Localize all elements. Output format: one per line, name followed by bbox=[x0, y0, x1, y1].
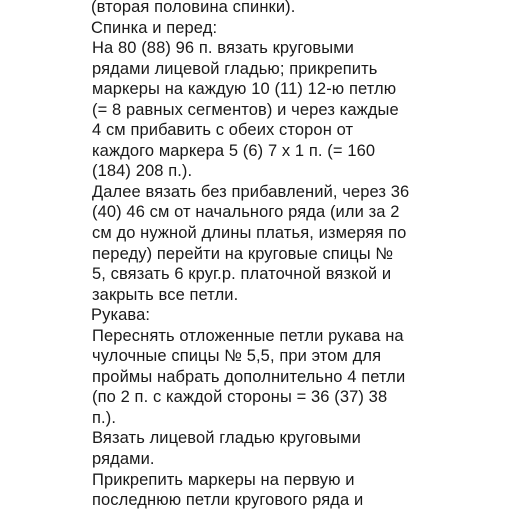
text-line: п.). bbox=[92, 408, 116, 427]
text-line: Прикрепить маркеры на первую и bbox=[92, 470, 355, 489]
section-heading-sleeves: Рукава: bbox=[91, 306, 151, 325]
text-line: проймы набрать дополнительно 4 петли bbox=[92, 367, 406, 386]
text-line: см до нужной длины платья, измеряя по bbox=[92, 224, 407, 242]
section-heading-back-front: Спинка и перед: bbox=[91, 18, 218, 37]
text-line: 5, связать 6 круг.р. платочной вязкой и bbox=[92, 265, 392, 283]
text-line: чулочные спицы № 5,5, при этом для bbox=[92, 347, 382, 366]
text-line: На 80 (88) 96 п. вязать круговыми bbox=[92, 39, 354, 58]
text-line: (по 2 п. с каждой стороны = 36 (37) 38 bbox=[92, 388, 388, 407]
text-line: рядами лицевой гладью; прикрепить bbox=[92, 59, 378, 78]
text-line: каждого маркера 5 (6) 7 х 1 п. (= 160 bbox=[92, 141, 376, 160]
text-line: переду) перейти на круговые спицы № bbox=[92, 244, 394, 263]
text-line: (184) 208 п.). bbox=[92, 162, 193, 181]
text-line: 4 см прибавить с обеих сторон от bbox=[92, 121, 354, 140]
text-line: Далее вязать без прибавлений, через 36 bbox=[92, 182, 410, 201]
text-line: рядами. bbox=[92, 449, 155, 468]
text-line: (40) 46 см от начального ряда (или за 2 bbox=[92, 203, 400, 222]
text-line: (вторая половина спинки). bbox=[91, 0, 296, 16]
text-line: Переснять отложенные петли рукава на bbox=[92, 326, 404, 345]
text-line: закрыть все петли. bbox=[92, 285, 239, 304]
text-line: последнюю петли кругового ряда и bbox=[92, 491, 364, 509]
text-line: (= 8 равных сегментов) и через каждые bbox=[92, 100, 399, 119]
text-line: маркеры на каждую 10 (11) 12-ю петлю bbox=[92, 80, 397, 99]
text-line: Вязать лицевой гладью круговыми bbox=[92, 429, 361, 448]
